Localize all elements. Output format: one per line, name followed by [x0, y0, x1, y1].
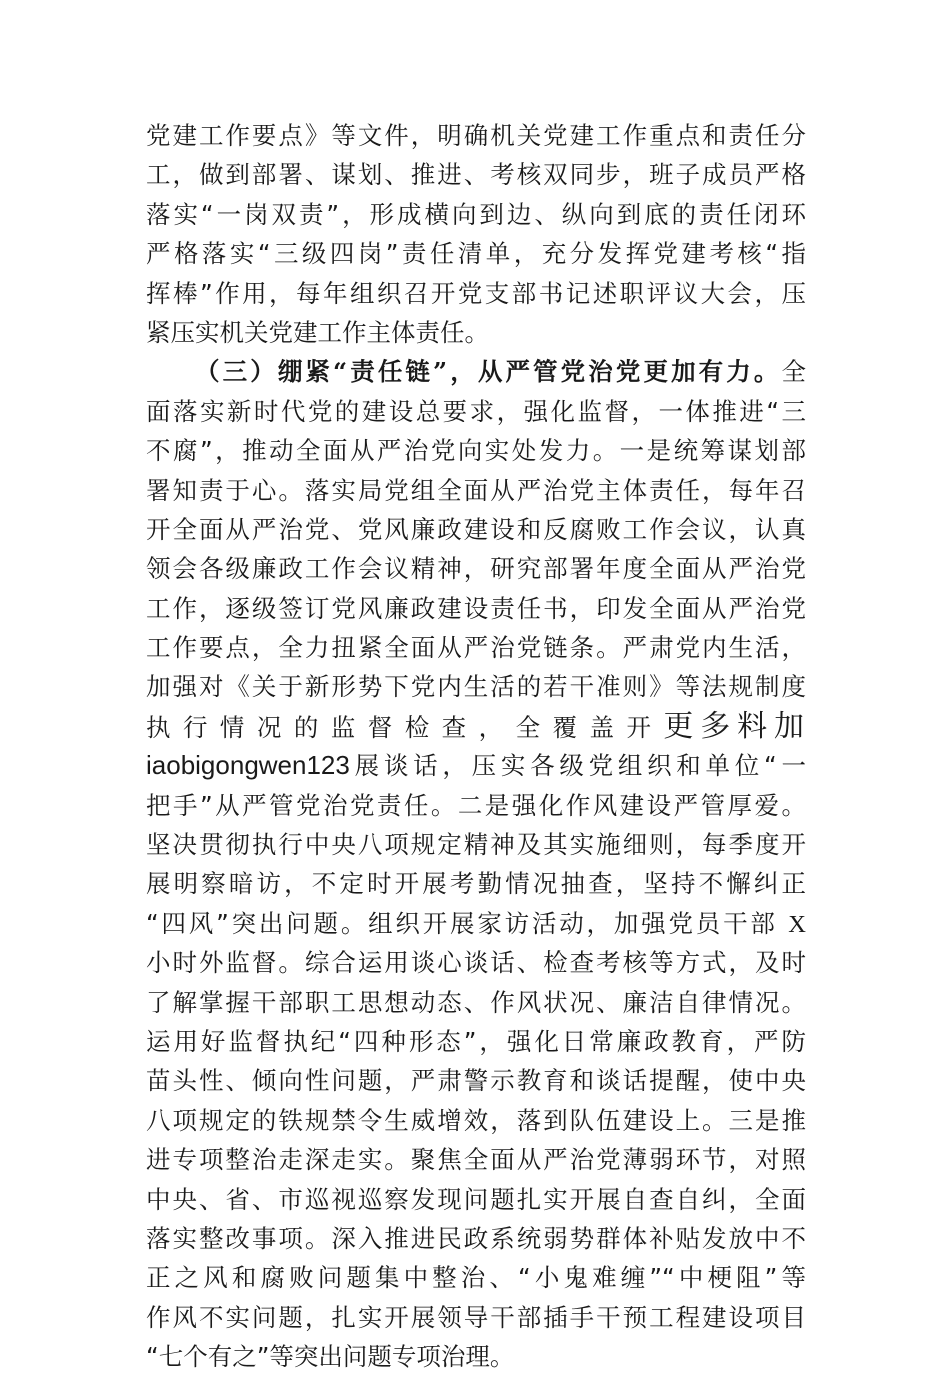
text-fragment: 全: [781, 357, 806, 387]
text-line: 运用好监督执纪“四种形态”，强化日常廉政教育，严防: [146, 1026, 806, 1056]
text-line: 中央、省、市巡视巡察发现问题扎实开展自查自纠，全面: [146, 1184, 806, 1214]
text-line: 开全面从严治党、党风廉政建设和反腐败工作会议，认真: [146, 514, 806, 544]
text-line-with-x: [146, 904, 806, 943]
text-line: 紧压实机关党建工作主体责任。: [146, 317, 489, 347]
text-line: 落实整改事项。深入推进民政系统弱势群体补贴发放中不: [146, 1223, 806, 1253]
text-line-with-ad: [146, 746, 806, 785]
text-line: 落实“一岗双责”，形成横向到边、纵向到底的责任闭环: [146, 199, 806, 229]
text-line: 工作要点，全力扭紧全面从严治党链条。严肃党内生活，: [146, 633, 806, 663]
text-line: 进专项整治走深走实。聚焦全面从严治党薄弱环节，对照: [146, 1145, 806, 1175]
text-line: 工作，逐级签订党风廉政建设责任书，印发全面从严治党: [146, 593, 806, 623]
text-line: 严格落实“三级四岗”责任清单，充分发挥党建考核“指: [146, 239, 806, 269]
section-heading: （三）绷紧“责任链”，从严管党治党更加有力。: [195, 357, 782, 387]
text-line: 把手”从严管党治党责任。二是强化作风建设严管厚爱。: [146, 790, 806, 820]
text-line: 了解掌握干部职工思想动态、作风状况、廉洁自律情况。: [146, 987, 806, 1017]
text-fragment: “四风”突出问题。组织开展家访活动，加强党员干部: [146, 908, 778, 938]
text-line: 工，做到部署、谋划、推进、考核双同步，班子成员严格: [146, 160, 806, 190]
text-line: 署知责于心。落实局党组全面从严治党主体责任，每年召: [146, 475, 806, 505]
text-line: 领会各级廉政工作会议精神，研究部署年度全面从严治党: [146, 554, 806, 584]
text-line: 作风不实问题，扎实开展领导干部插手干预工程建设项目: [146, 1302, 806, 1332]
text-fragment: 执行情况的监督检查，全覆盖开: [146, 712, 664, 742]
placeholder-letter: X: [788, 910, 806, 938]
section-heading-line: [146, 352, 806, 391]
text-line: 挥棒”作用，每年组织召开党支部书记述职评议大会，压: [146, 278, 806, 308]
text-line-with-ad: [146, 707, 806, 746]
ad-text: 更多料加: [663, 709, 806, 743]
document-body: [146, 116, 806, 1377]
text-line: “七个有之”等突出问题专项治理。: [146, 1342, 515, 1372]
text-fragment: 展谈话，压实各级党组织和单位“一: [349, 751, 806, 781]
text-line: 面落实新时代党的建设总要求，强化监督，一体推进“三: [146, 396, 806, 426]
text-line: 正之风和腐败问题集中整治、“小鬼难缠”“中梗阻”等: [146, 1263, 806, 1293]
text-line: 加强对《关于新形势下党内生活的若干准则》等法规制度: [146, 672, 806, 702]
text-line: 苗头性、倾向性问题，严肃警示教育和谈话提醒，使中央: [146, 1066, 806, 1096]
text-line: 小时外监督。综合运用谈心谈话、检查考核等方式，及时: [146, 948, 806, 978]
text-line: 不腐”，推动全面从严治党向实处发力。一是统筹谋划部: [146, 436, 806, 466]
text-line: 八项规定的铁规禁令生威增效，落到队伍建设上。三是推: [146, 1105, 806, 1135]
ad-text: iaobigongwen123: [146, 750, 350, 781]
text-line: 党建工作要点》等文件，明确机关党建工作重点和责任分: [146, 121, 806, 150]
text-line: 坚决贯彻执行中央八项规定精神及其实施细则，每季度开: [146, 830, 806, 860]
text-line: 展明察暗访，不定时开展考勤情况抽查，坚持不懈纠正: [146, 869, 806, 899]
